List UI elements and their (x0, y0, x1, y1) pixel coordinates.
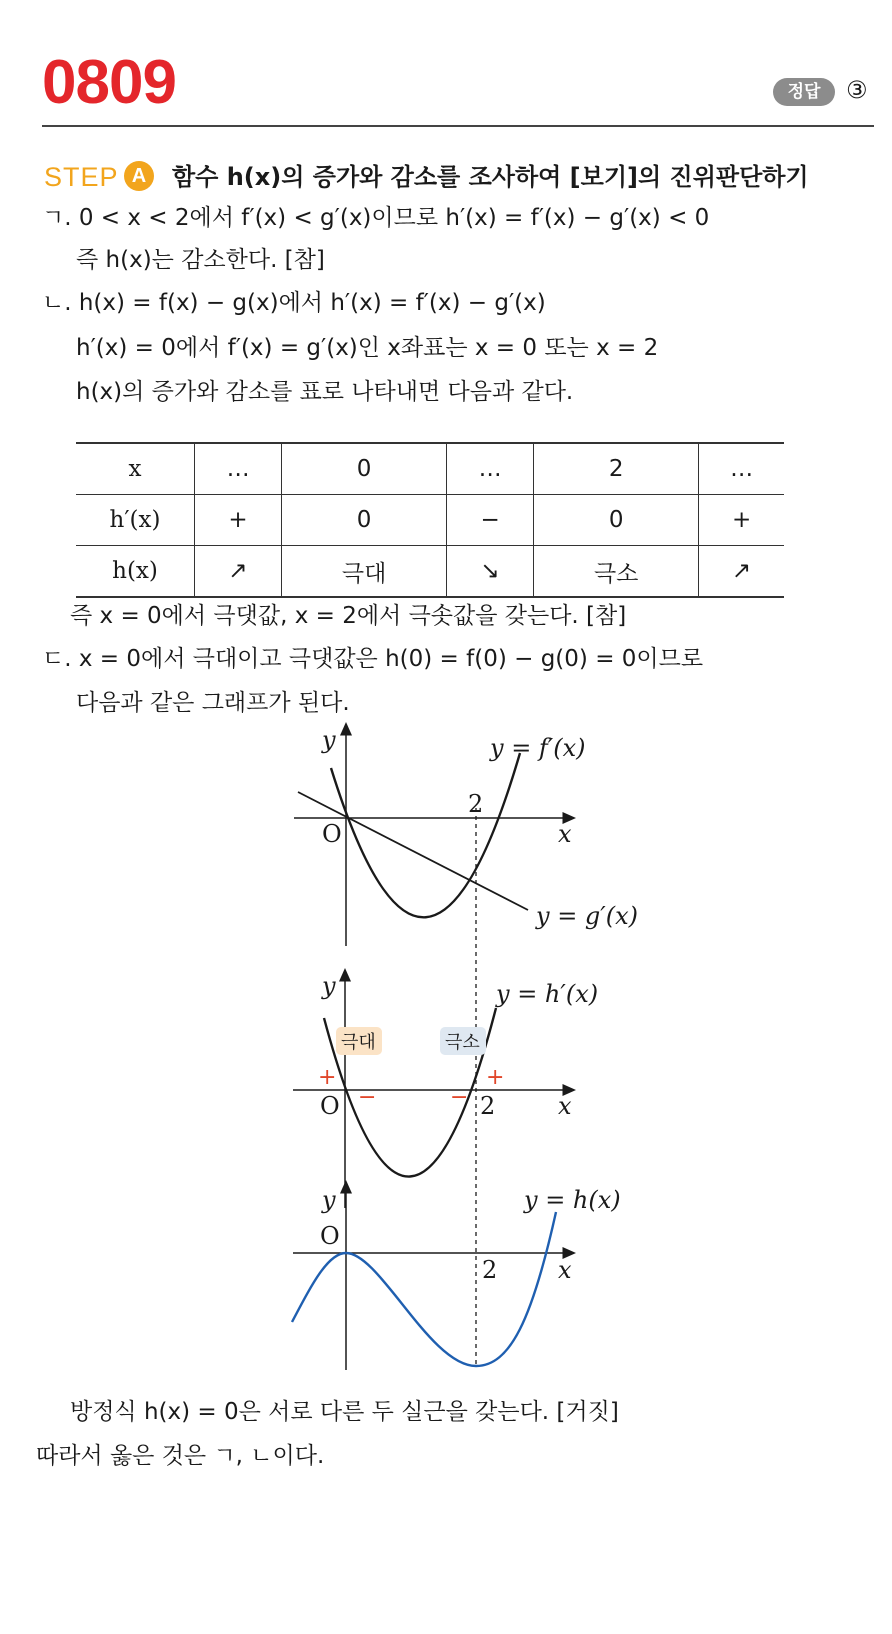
solution-a-line1: ㄱ. 0 < x < 2에서 f′(x) < g′(x)이므로 h′(x) = f′(x) − g′(x) < 0 (42, 205, 710, 231)
curve-h-prime-label: y = h′(x) (496, 980, 599, 1008)
answer-value: ③ (846, 76, 868, 104)
table-cell: + (699, 495, 784, 546)
table-cell: 0 (282, 495, 447, 546)
table-cell: x (76, 443, 195, 495)
table-cell: ↗ (195, 546, 282, 598)
max-tag: 극대 (341, 1032, 376, 1053)
min-tag: 극소 (445, 1032, 480, 1053)
curve-h-label: y = h(x) (524, 1186, 621, 1214)
table-cell: … (195, 443, 282, 495)
table-cell: ↗ (699, 546, 784, 598)
graph-bottom (292, 1186, 621, 1370)
curve-f-prime-label: y = f′(x) (490, 734, 586, 762)
x-axis-label: x (558, 1092, 572, 1120)
y-axis-label: y (322, 1186, 336, 1214)
table-cell: − (447, 495, 534, 546)
solution-b-line4: 즉 x = 0에서 극댓값, x = 2에서 극솟값을 갖는다. [참] (70, 603, 627, 629)
table-cell: 2 (534, 443, 699, 495)
step-label: STEP (44, 162, 119, 192)
step-title: 함수 h(x)의 증가와 감소를 조사하여 [보기]의 진위판단하기 (172, 163, 809, 191)
table-cell: ↘ (447, 546, 534, 598)
tick-2-label: 2 (468, 790, 484, 818)
table-cell: … (699, 443, 784, 495)
graph-top (294, 726, 638, 946)
y-axis-label: y (322, 972, 336, 1000)
x-axis-label: x (558, 1256, 572, 1284)
solution-b-line3: h(x)의 증가와 감소를 표로 나타내면 다음과 같다. (76, 379, 574, 405)
line-g-prime (298, 792, 528, 910)
graph-middle (293, 972, 598, 1208)
x-axis-label: x (558, 820, 572, 848)
origin-label: O (320, 1092, 340, 1120)
plus-sign-right: + (486, 1065, 505, 1090)
table-cell: 극대 (282, 546, 447, 598)
curve-f-prime (331, 753, 520, 917)
plus-sign-left: + (318, 1065, 337, 1090)
tick-2-label: 2 (480, 1092, 496, 1120)
table-cell: 0 (534, 495, 699, 546)
table-cell: h(x) (76, 546, 195, 598)
origin-label: O (320, 1222, 340, 1250)
table-cell: h′(x) (76, 495, 195, 546)
table-cell: … (447, 443, 534, 495)
tick-2-label: 2 (482, 1256, 498, 1284)
solution-c-line3: 방정식 h(x) = 0은 서로 다른 두 실근을 갖는다. [거짓] (70, 1399, 619, 1425)
problem-number: 0809 (42, 48, 176, 117)
minus-sign-left: − (358, 1085, 377, 1110)
solution-b-line1: ㄴ. h(x) = f(x) − g(x)에서 h′(x) = f′(x) − g′(x) (42, 290, 546, 316)
table-cell: + (195, 495, 282, 546)
conclusion: 따라서 옳은 것은 ㄱ, ㄴ이다. (36, 1443, 325, 1469)
y-axis-label: y (322, 726, 336, 754)
solution-a-line2: 즉 h(x)는 감소한다. [참] (76, 247, 325, 273)
answer-badge: 정답 (773, 78, 835, 106)
minus-sign-right: − (450, 1085, 469, 1110)
solution-b-line2: h′(x) = 0에서 f′(x) = g′(x)인 x좌표는 x = 0 또는 x = 2 (76, 335, 659, 361)
step-badge: A (124, 161, 154, 191)
solution-c-line2: 다음과 같은 그래프가 된다. (76, 690, 350, 716)
solution-c-line1: ㄷ. x = 0에서 극대이고 극댓값은 h(0) = f(0) − g(0) = 0이므로 (42, 646, 704, 672)
table-cell: 0 (282, 443, 447, 495)
table-cell: 극소 (534, 546, 699, 598)
origin-label: O (322, 820, 342, 848)
line-g-prime-label: y = g′(x) (536, 902, 638, 930)
